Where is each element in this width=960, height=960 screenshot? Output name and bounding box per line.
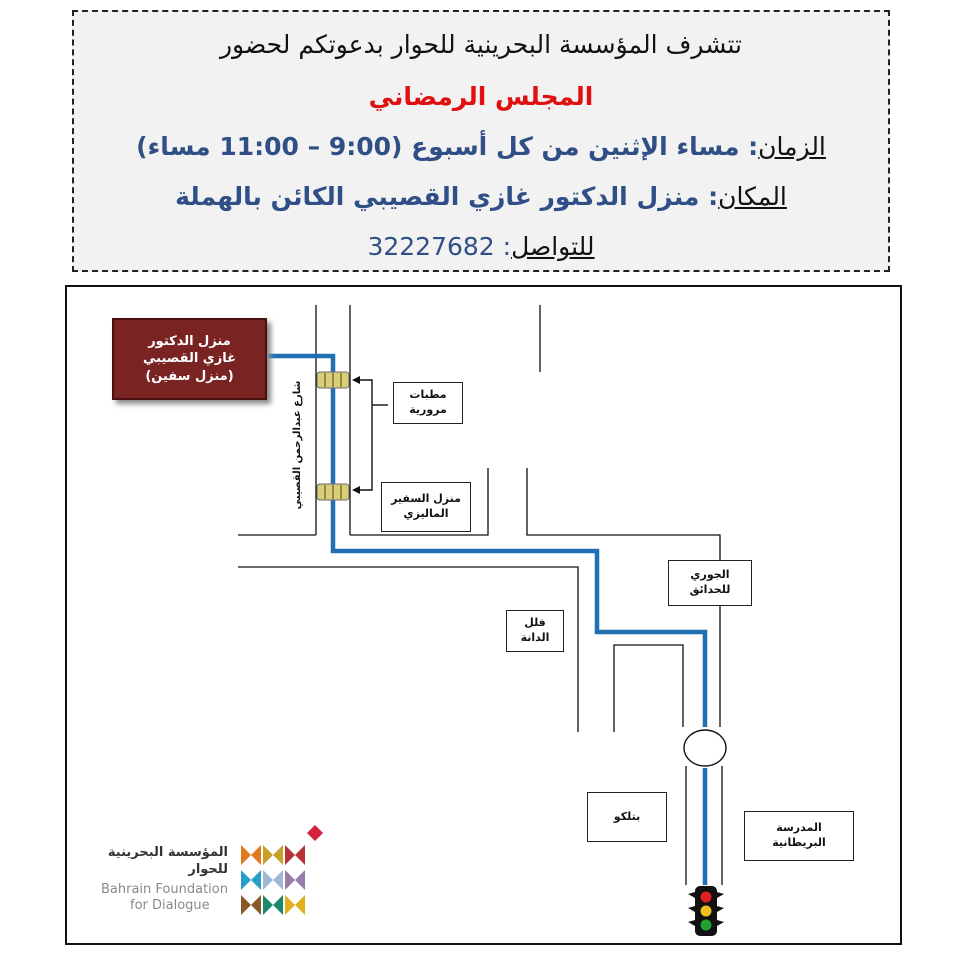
jouri-line2: للحدائق	[689, 583, 731, 596]
place-value: : منزل الدكتور غازي القصيبي الكائن بالهملة	[175, 182, 719, 211]
logo-english-line2: for Dialogue	[130, 898, 210, 913]
road-edge	[614, 645, 683, 732]
roundabout	[684, 730, 726, 766]
speed-bump-bottom	[317, 484, 349, 500]
destination-line1: منزل الدكتور	[148, 333, 231, 349]
danah-villas-label	[506, 610, 564, 652]
bracket-arrows	[354, 380, 388, 490]
destination-house-label	[112, 318, 267, 400]
ambassador-line2: الماليزي	[403, 507, 449, 520]
traffic-light-icon	[688, 886, 724, 936]
destination-line3: (منزل سفين)	[145, 368, 234, 384]
british-school-label	[744, 811, 854, 861]
speed-bumps-line1: مطبات	[409, 388, 447, 402]
speed-bumps-line2: مرورية	[409, 403, 447, 416]
time-value: : مساء الإثنين من كل أسبوع (9:00 – 11:00 مساء)	[136, 132, 759, 161]
speed-bumps-label	[393, 382, 463, 424]
logo-arabic-line2: للحوار	[188, 862, 228, 877]
contact-value: : 32227682	[367, 232, 512, 261]
danah-line1: فلل	[524, 616, 546, 630]
logo-mark-icon	[235, 820, 335, 920]
invitation-intro: تتشرف المؤسسة البحرينية للحوار بدعوتكم لحضور	[219, 30, 743, 59]
destination-line2: غازي القصيبي	[143, 351, 236, 367]
british-school-line2: البريطانية	[772, 836, 826, 849]
arrow-head-icon	[352, 486, 360, 494]
jouri-gardens-label	[668, 560, 752, 606]
batelco-text: بتلكو	[613, 809, 641, 823]
route-line	[268, 356, 705, 727]
ambassador-house-label	[381, 482, 471, 532]
event-title: المجلس الرمضاني	[368, 82, 594, 111]
street-name-label: شارع عبدالرحمن القصيبي	[292, 380, 303, 510]
british-school-line1: المدرسة	[776, 821, 822, 835]
place-label: المكان	[718, 182, 787, 211]
contact-label: للتواصل	[511, 232, 595, 261]
logo-english-line1: Bahrain Foundation	[101, 882, 228, 897]
batelco-label	[587, 792, 667, 842]
arrow-head-icon	[352, 376, 360, 384]
jouri-line1: الجوري	[690, 568, 730, 582]
speed-bump-top	[317, 372, 349, 388]
logo-arabic-line1: المؤسسة البحرينية	[107, 845, 228, 860]
foundation-logo	[95, 820, 335, 920]
ambassador-line1: منزل السفير	[391, 492, 461, 506]
time-label: الزمان	[758, 132, 826, 161]
danah-line2: الدانة	[520, 631, 550, 644]
